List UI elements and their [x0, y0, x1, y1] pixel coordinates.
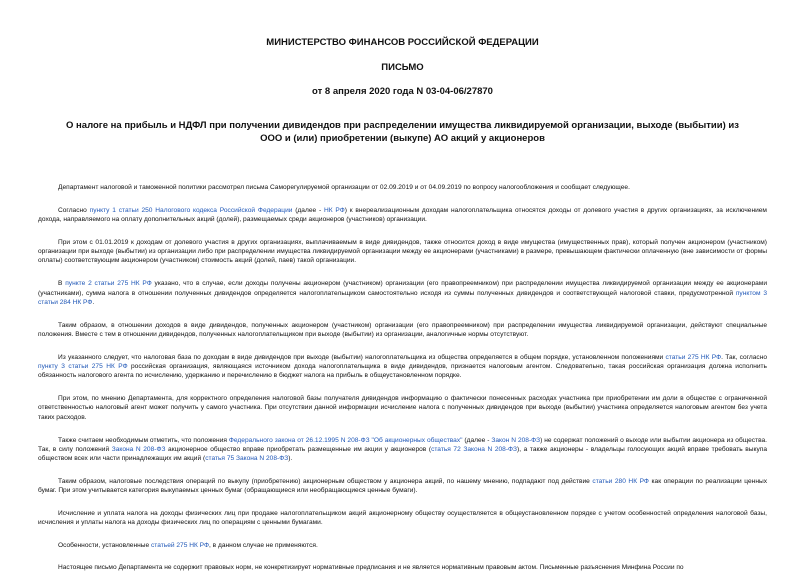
paragraph-10: Исчисление и уплата налога на доходы физических лиц при продаже налогоплательщиком акций акционерному обществу осуществляется в общеустановленном порядке с учетом особенностей определения налоговой базы, исчисления и уплаты налога на доходы физических лиц по операциям с ценными бумагами.	[38, 510, 767, 527]
link-article-284-p3[interactable]: пунктом 3 статьи 284 НК РФ	[38, 289, 767, 306]
document-date-number: от 8 апреля 2020 года N 03-04-06/27870	[312, 86, 493, 97]
document-type: ПИСЬМО	[381, 62, 424, 73]
paragraph-1: Департамент налоговой и таможенной политики рассмотрел письма Саморегулируемой организации от 02.09.2019 и от 04.09.2019 по вопросу налогообложения и сообщает следующее.	[58, 184, 630, 191]
paragraph-6: Из указанного следует, что налоговая база по доходам в виде дивидендов при выходе (выбытии) налогоплательщика из общества определяется в общем порядке, установленном положениями статьи 275 НК РФ. Так, согласно пункту 3 статьи 275 НК РФ российская организация, являющаяся источником дохода налогоплательщика в виде дивидендов, признается налоговым агентом. Следовательно, такая российская организация должна исполнить обязанность налогового агента по исчислению, удержанию и перечислению в бюджет налога на прибыль в общеустановленном порядке.	[38, 353, 768, 380]
link-article-75[interactable]: статья 75 Закона N 208-ФЗ	[205, 455, 289, 463]
paragraph-5: Таким образом, в отношении доходов в виде дивидендов, полученных акционером (участником) организации (его правопреемником) при распределении имущества ликвидируемой организации, действуют специальные положения. Вместе с тем в отношении дивидендов, полученных налогоплательщиком при выходе (выбытии) из организации, аналогичные нормы отсутствуют.	[38, 321, 767, 338]
document-subject: О налоге на прибыль и НДФЛ при получении дивидендов при распределении имущества ликвидируемой организации, выходе (выбытии) из ООО и (или) приобретении (выкупе) АО акций у акционеров	[66, 120, 739, 144]
link-nk-rf[interactable]: НК РФ	[323, 206, 345, 214]
paragraph-7: При этом, по мнению Департамента, для корректного определения налоговой базы получателя дивидендов информацию о фактически понесенных расходах участника при приобретении им доли в обществе с ограниченной ответственностью налоговый агент может получить у самого участника. При отсутствии данной информации исчисление налога с полученных дивидендов при выходе (выбытии) участника определяется налоговым агентом без учета таких расходов.	[38, 395, 767, 421]
link-article-280[interactable]: статьи 280 НК РФ	[592, 477, 649, 485]
link-federal-law-208[interactable]: Федерального закона от 26.12.1995 N 208-ФЗ "Об акционерных обществах"	[228, 436, 463, 444]
paragraph-4: В пункте 2 статьи 275 НК РФ указано, что в случае, если доходы получены акционером (участником) организации (его правопреемником) при распределении имущества ликвидируемой организации между ее акционерами (участниками), сумма налога в отношении полученных дивидендов определяется налогоплательщиком самостоятельно исходя из суммы полученных дивидендов и соответствующей налоговой ставки, предусмотренной пунктом 3 статьи 284 НК РФ.	[38, 280, 768, 306]
paragraph-8: Также считаем необходимым отметить, что положения Федерального закона от 26.12.1995 N 208-ФЗ "Об акционерных обществах" (далее - Закон N 208-ФЗ) не содержат положений о выходе или выбытии акционера из общества. Так, в силу положений Закона N 208-ФЗ акционерное общество вправе приобретать размещенные им акции у акционеров (статья 72 Закона N 208-ФЗ), а также акционеры - владельцы голосующих акций вправе требовать выкупа обществом всех или части принадлежащих им акций (статья 75 Закона N 208-ФЗ).	[38, 436, 768, 463]
link-article-275-p2[interactable]: пункте 2 статьи 275 НК РФ	[65, 280, 152, 288]
link-law-208[interactable]: Закона N 208-ФЗ	[111, 445, 166, 453]
link-article-72[interactable]: статья 72 Закона N 208-ФЗ	[431, 445, 518, 453]
paragraph-3: При этом с 01.01.2019 к доходам от долевого участия в других организациях, выплачиваемым в виде дивидендов, также относится доход в виде имущества (имущественных прав), который получен акционером (участником) организации при выходе (выбытии) из организации либо при распределении имущества ликвидируемой организации между ее акционерами (участниками) в размере, превышающем фактически оплаченную (вне зависимости от формы оплаты) соответствующим акционером (участником) стоимость акций (долей, паев) такой организации.	[38, 238, 767, 265]
ministry-title: МИНИСТЕРСТВО ФИНАНСОВ РОССИЙСКОЙ ФЕДЕРАЦИИ	[266, 37, 539, 48]
paragraph-11: Особенности, установленные статьей 275 НК РФ, в данном случае не применяются.	[58, 542, 318, 550]
paragraph-9: Таким образом, налоговые последствия операций по выкупу (приобретению) акционерным обществом у акционера акций, по нашему мнению, подпадают под действие статьи 280 НК РФ как операции по реализации ценных бумаг. При этом учитывается категория выкупаемых ценных бумаг (обращающиеся или необращающиеся ценные бумаги).	[38, 477, 767, 495]
link-article-250[interactable]: пункту 1 статьи 250 Налогового кодекса Российской Федерации	[89, 206, 293, 214]
link-article-275-special[interactable]: статьей 275 НК РФ	[150, 542, 209, 550]
link-law-208-short[interactable]: Закон N 208-ФЗ	[491, 436, 541, 444]
link-article-275-p3[interactable]: пункту 3 статьи 275 НК РФ	[38, 363, 128, 371]
paragraph-12: Настоящее письмо Департамента не содержит правовых норм, не конкретизирует нормативные предписания и не является нормативным правовым актом. Письменные разъяснения Минфина России по	[58, 563, 684, 571]
paragraph-2: Согласно пункту 1 статьи 250 Налогового кодекса Российской Федерации (далее - НК РФ) к внереализационным доходам налогоплательщика относятся доходы от долевого участия в других организациях, за исключением дохода, направляемого на оплату дополнительных акций (долей), размещаемых среди акционеров (участников) организации.	[38, 206, 767, 224]
document-body	[38, 183, 767, 572]
link-article-275[interactable]: статьи 275 НК РФ	[665, 353, 722, 361]
